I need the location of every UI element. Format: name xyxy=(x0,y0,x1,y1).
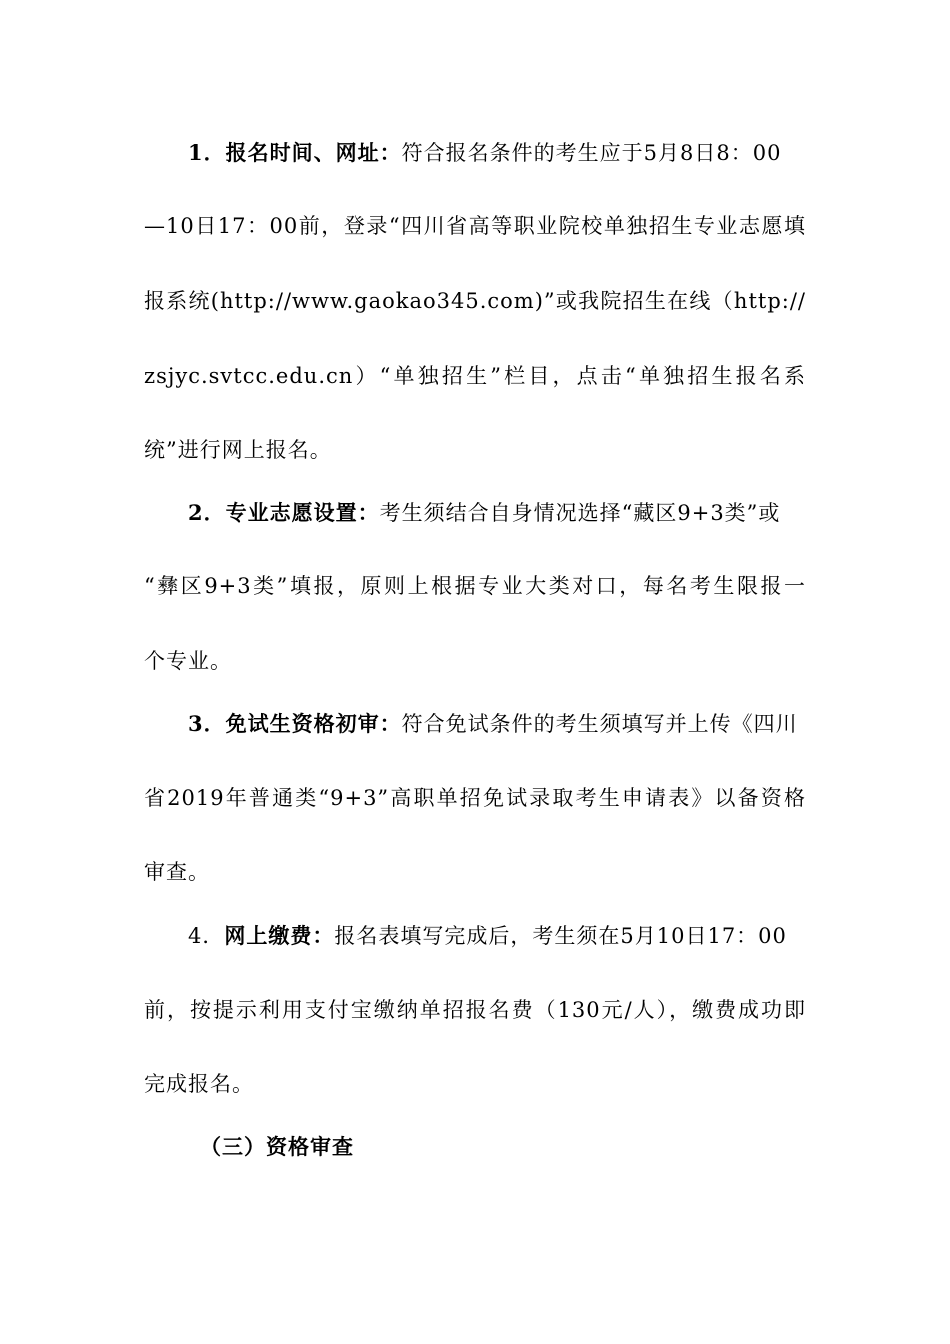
item-1-line-4: zsjyc.svtcc.edu.cn）“单独招生”栏目，点击“单独招生报名系 xyxy=(144,364,806,388)
item-1-line-3: 报系统(http://www.gaokao345.com)”或我院招生在线（http:// xyxy=(144,289,806,313)
item-4-text: 报名表填写完成后，考生须在5月10日17：00 xyxy=(334,924,787,948)
item-3-text: 符合免试条件的考生须填写并上传《四川 xyxy=(401,712,798,736)
item-1-heading: 1．报名时间、网址： xyxy=(188,140,402,165)
item-4-line-2: 前，按提示利用支付宝缴纳单招报名费（130元/人），缴费成功即 xyxy=(144,998,806,1022)
item-4-line-3: 完成报名。 xyxy=(144,1072,254,1096)
item-2-line-2: “彝区9+3类”填报，原则上根据专业大类对口，每名考生限报一 xyxy=(144,574,806,598)
item-3-line-3: 审查。 xyxy=(144,860,210,884)
item-1-line-1 xyxy=(188,133,806,173)
item-2-heading: 2．专业志愿设置： xyxy=(188,500,380,525)
item-2-line-1 xyxy=(188,493,806,533)
item-3-line-2: 省2019年普通类“9+3”高职单招免试录取考生申请表》以备资格 xyxy=(144,786,806,810)
item-1-text: 符合报名条件的考生应于5月8日8：00 xyxy=(401,141,782,165)
item-2-line-3: 个专业。 xyxy=(144,649,232,673)
item-4-heading: 网上缴费： xyxy=(224,923,335,948)
item-4-line-1 xyxy=(188,916,806,956)
item-4-number: 4． xyxy=(188,924,225,948)
section-heading: （三）资格审查 xyxy=(200,1134,354,1159)
item-2-text: 考生须结合自身情况选择“藏区9+3类”或 xyxy=(379,501,781,525)
item-1-line-5: 统”进行网上报名。 xyxy=(144,438,332,462)
item-3-line-1 xyxy=(188,704,806,744)
item-1-line-2: —10日17：00前，登录“四川省高等职业院校单独招生专业志愿填 xyxy=(144,214,806,238)
item-3-heading: 3．免试生资格初审： xyxy=(188,711,402,736)
